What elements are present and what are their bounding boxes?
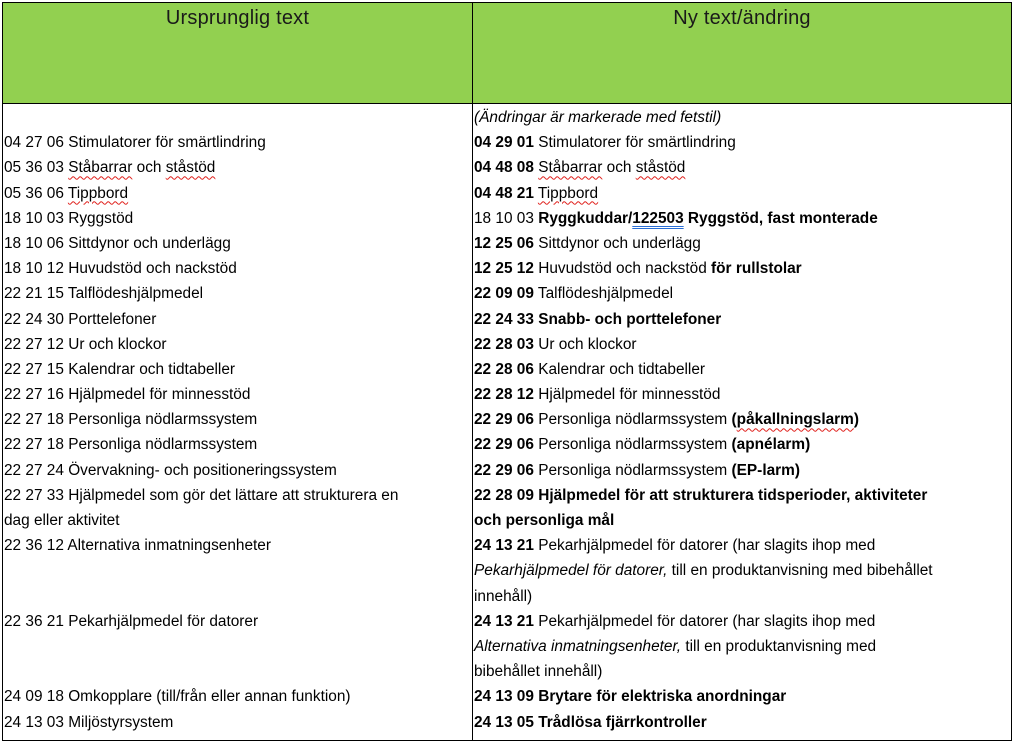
item-text: Personliga nödlarmssystem	[68, 411, 258, 429]
code: 22 36 21	[4, 612, 64, 630]
list-item	[4, 407, 472, 432]
list-item	[4, 382, 472, 407]
list-item	[4, 307, 472, 332]
list-item-continuation	[4, 508, 472, 533]
item-text: Talflödeshjälpmedel	[537, 285, 674, 303]
code: 22 24 33	[474, 310, 534, 328]
misspelled-word: ståstöd	[635, 159, 686, 177]
empty-line	[4, 558, 472, 583]
list-item	[474, 382, 1011, 407]
list-item	[4, 181, 472, 206]
changed-text: Brytare för elektriska anordningar	[538, 688, 787, 706]
list-item	[4, 332, 472, 357]
code: 18 10 03	[474, 209, 534, 227]
item-text: till en produktanvisning med	[681, 637, 877, 655]
list-item	[474, 206, 1011, 231]
list-item	[474, 256, 1011, 281]
list-item	[4, 281, 472, 306]
code: 22 09 09	[474, 285, 534, 303]
changed-text: Hjälpmedel för att strukturera tidsperioder, aktiviteter	[538, 486, 928, 504]
list-item	[4, 609, 472, 634]
list-item	[474, 407, 1011, 432]
item-text: Talflödeshjälpmedel	[67, 285, 204, 303]
misspelled-word: ståstöd	[165, 159, 216, 177]
list-item	[474, 710, 1011, 735]
misspelled-word: Ståbarrar	[538, 159, 603, 177]
list-item	[474, 458, 1011, 483]
item-text: till en produktanvisning med bibehållet	[667, 562, 933, 580]
changed-text: Trådlösa fjärrkontroller	[538, 713, 707, 731]
item-text: Pekarhjälpmedel för datorer	[68, 612, 259, 630]
code: 22 21 15	[4, 285, 64, 303]
comparison-table	[2, 2, 1012, 741]
italic-reference: Pekarhjälpmedel för datorer,	[474, 562, 668, 580]
code: 22 28 03	[474, 335, 534, 353]
item-text: Personliga nödlarmssystem	[538, 436, 732, 454]
item-text: Stimulatorer för smärtlindring	[68, 134, 266, 152]
list-item	[4, 458, 472, 483]
code: 22 27 18	[4, 411, 64, 429]
changes-note: (Ändringar är markerade med fetstil)	[474, 109, 722, 126]
list-item	[474, 533, 1011, 558]
item-text: dag eller aktivitet	[4, 512, 120, 529]
item-text: Pekarhjälpmedel för datorer (har slagits ihop med	[538, 537, 876, 555]
code: 12 25 06	[474, 234, 534, 252]
original-text-cell	[3, 104, 473, 740]
changed-text: )	[853, 411, 859, 429]
item-text: Alternativa inmatningsenheter	[67, 537, 271, 555]
code: 18 10 12	[4, 260, 64, 278]
item-text: Hjälpmedel för minnesstöd	[538, 386, 721, 404]
list-item	[474, 332, 1011, 357]
code: 22 27 15	[4, 360, 64, 378]
empty-line	[4, 659, 472, 684]
header-original-text: Ursprunglig text	[3, 3, 473, 103]
code: 18 10 06	[4, 234, 64, 252]
list-item	[4, 357, 472, 382]
code: 22 27 12	[4, 335, 64, 353]
list-item	[474, 432, 1011, 457]
list-item	[474, 130, 1011, 155]
list-item	[474, 483, 1011, 508]
list-item	[4, 684, 472, 709]
item-text: Ur och klockor	[68, 335, 167, 353]
code: 22 27 33	[4, 486, 64, 504]
item-text: och	[132, 159, 166, 177]
item-text: Kalendrar och tidtabeller	[538, 360, 706, 378]
item-text: Kalendrar och tidtabeller	[68, 360, 236, 378]
changed-text: Ryggstöd, fast monterade	[683, 209, 878, 227]
item-text: Sittdynor och underlägg	[538, 234, 701, 252]
empty-line	[4, 634, 472, 659]
changed-text: (	[731, 411, 737, 429]
item-text: Personliga nödlarmssystem	[68, 436, 258, 454]
code: 22 24 30	[4, 310, 64, 328]
item-text: Stimulatorer för smärtlindring	[538, 134, 736, 152]
list-item	[474, 281, 1011, 306]
misspelled-word: Ståbarrar	[68, 159, 133, 177]
item-text: Övervakning- och positioneringssystem	[68, 461, 337, 479]
item-text: Personliga nödlarmssystem	[538, 461, 732, 479]
code: 22 29 06	[474, 461, 534, 479]
list-item-continuation: och personliga mål	[474, 512, 615, 529]
list-item	[4, 256, 472, 281]
item-text: Hjälpmedel för minnesstöd	[68, 386, 251, 404]
misspelled-word: Tippbord	[537, 184, 599, 202]
list-item	[4, 130, 472, 155]
list-item	[4, 710, 472, 735]
code: 04 27 06	[4, 134, 64, 152]
list-item	[474, 155, 1011, 180]
list-item-continuation	[474, 634, 1011, 659]
item-text: Huvudstöd och nackstöd	[538, 260, 712, 278]
changed-text: för rullstolar	[711, 260, 802, 278]
list-item	[4, 231, 472, 256]
item-text: Porttelefoner	[68, 310, 157, 328]
item-text: Ur och klockor	[538, 335, 637, 353]
list-item	[474, 181, 1011, 206]
code: 24 09 18	[4, 688, 64, 706]
header-row	[3, 3, 1011, 104]
empty-line	[4, 105, 472, 130]
code: 24 13 03	[4, 713, 64, 731]
item-text: Sittdynor och underlägg	[68, 234, 231, 252]
list-item	[4, 432, 472, 457]
grammar-flagged-text: 122503	[632, 209, 684, 227]
code: 05 36 06	[4, 184, 64, 202]
body-row	[3, 104, 1011, 740]
item-text: Personliga nödlarmssystem	[538, 411, 732, 429]
code: 04 48 08	[474, 159, 534, 177]
changed-text: Ryggkuddar/	[538, 209, 633, 227]
misspelled-word: Tippbord	[67, 184, 129, 202]
code: 18 10 03	[4, 209, 64, 227]
code: 22 27 16	[4, 386, 64, 404]
list-item-continuation: bibehållet innehåll)	[474, 663, 603, 681]
list-item	[4, 483, 472, 508]
list-item	[474, 609, 1011, 634]
list-item	[4, 533, 472, 558]
empty-line	[4, 584, 472, 609]
code: 22 27 24	[4, 461, 64, 479]
list-item	[474, 231, 1011, 256]
code: 05 36 03	[4, 159, 64, 177]
code: 22 28 12	[474, 386, 534, 404]
item-text: Pekarhjälpmedel för datorer (har slagits ihop med	[538, 612, 876, 630]
code: 22 28 06	[474, 360, 534, 378]
list-item	[4, 155, 472, 180]
new-text-cell	[473, 104, 1011, 740]
changed-text: (apnélarm)	[731, 436, 811, 454]
code: 12 25 12	[474, 260, 534, 278]
item-text: Miljöstyrsystem	[68, 713, 174, 731]
code: 04 48 21	[474, 184, 534, 202]
list-item	[4, 206, 472, 231]
list-item-continuation	[474, 558, 1011, 583]
code: 24 13 21	[474, 612, 534, 630]
misspelled-word: påkallningslarm	[736, 411, 854, 429]
item-text: Huvudstöd och nackstöd	[68, 260, 237, 278]
code: 24 13 05	[474, 713, 534, 731]
code: 24 13 21	[474, 537, 534, 555]
list-item	[474, 307, 1011, 332]
italic-reference: Alternativa inmatningsenheter,	[474, 637, 682, 655]
code: 04 29 01	[474, 134, 534, 152]
code: 22 29 06	[474, 411, 534, 429]
list-item	[474, 684, 1011, 709]
item-text: Hjälpmedel som gör det lättare att strukturera en	[68, 486, 399, 504]
code: 24 13 09	[474, 688, 534, 706]
list-item	[474, 357, 1011, 382]
code: 22 27 18	[4, 436, 64, 454]
list-item-continuation: innehåll)	[474, 587, 533, 605]
item-text: Ryggstöd	[68, 209, 134, 227]
changed-text: (EP-larm)	[731, 461, 800, 479]
code: 22 28 09	[474, 486, 534, 504]
changed-text: Snabb- och porttelefoner	[538, 310, 722, 328]
header-new-text: Ny text/ändring	[673, 7, 811, 29]
code: 22 36 12	[4, 537, 64, 555]
item-text: och	[602, 159, 636, 177]
item-text: Omkopplare (till/från eller annan funktion)	[68, 688, 351, 706]
code: 22 29 06	[474, 436, 534, 454]
